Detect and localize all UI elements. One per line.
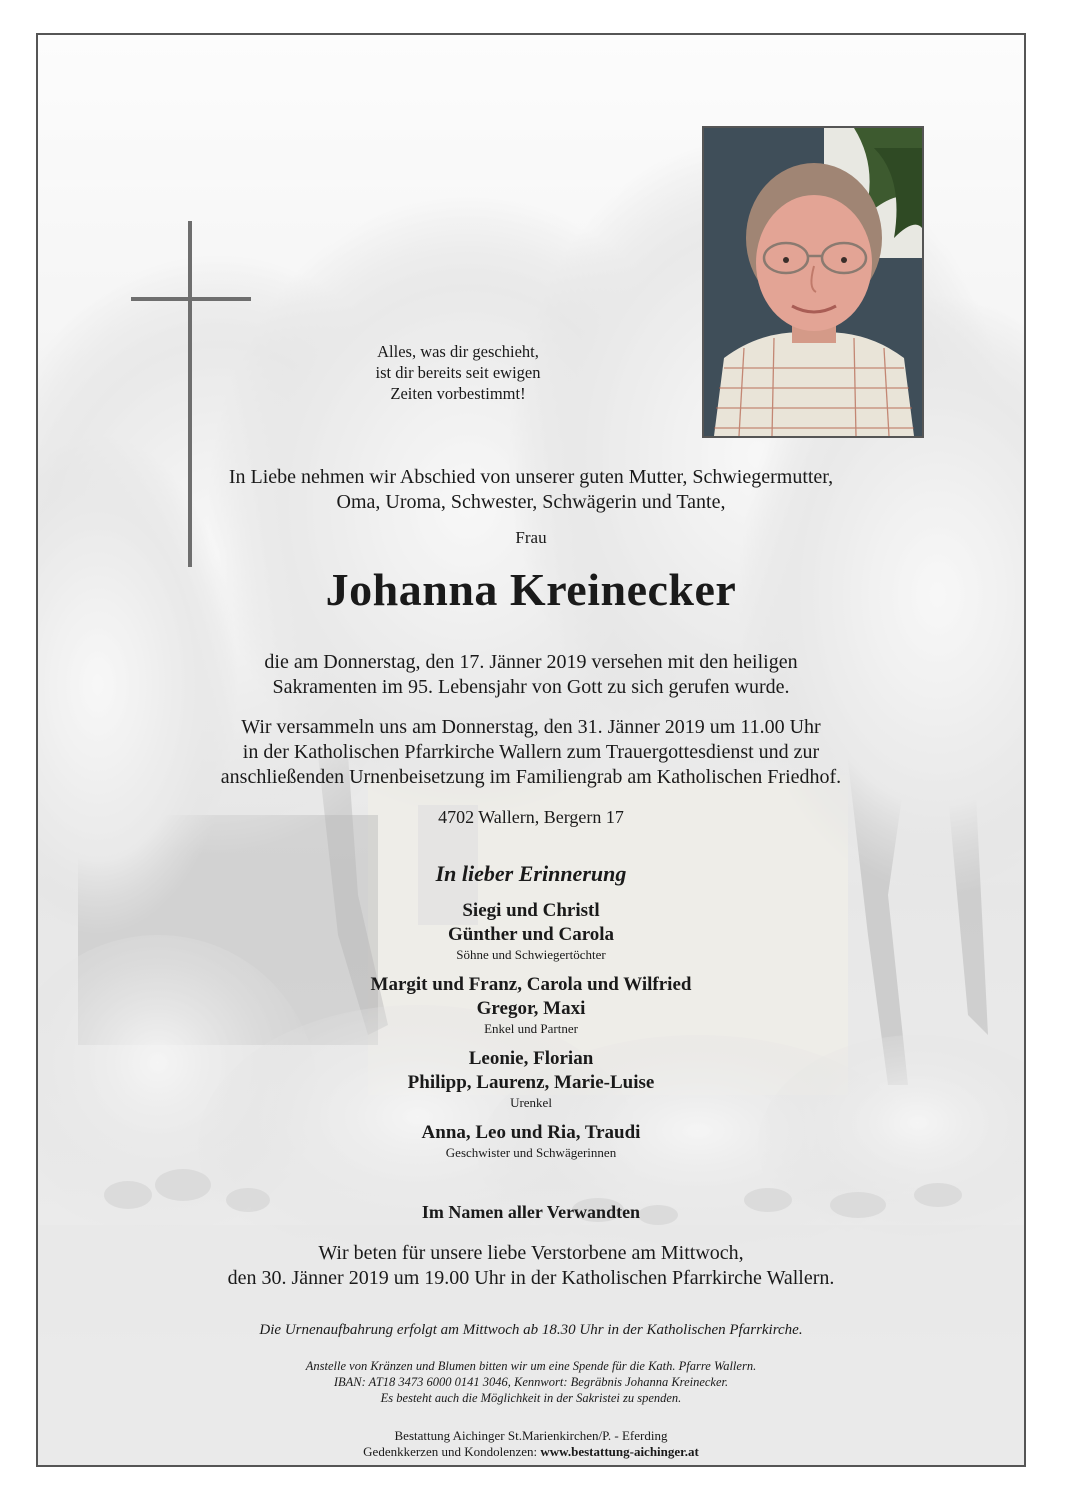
prayer-line: Wir beten für unsere liebe Verstorbene am Mittwoch, [318,1242,744,1264]
family-group [38,899,1024,963]
service-line: anschließenden Urnenbeisetzung im Familiengrab am Katholischen Friedhof. [220,766,842,788]
deceased-name: Johanna Kreinecker [325,564,737,615]
family-relation: Söhne und Schwiegertöchter [456,947,606,962]
condolence-label: Gedenkkerzen und Kondolenzen: [363,1444,538,1459]
intro-line: Oma, Uroma, Schwester, Schwägerin und Tante, [336,491,726,513]
death-line: die am Donnerstag, den 17. Jänner 2019 versehen mit den heiligen [264,651,798,673]
condolence-line [38,1444,1024,1460]
all-relatives-line: Im Namen aller Verwandten [421,1202,641,1222]
funeral-home-name: Bestattung Aichinger St.Marienkirchen/P. - Eferding [394,1428,668,1443]
portrait-illustration [704,128,922,436]
donation-notice [38,1358,1024,1406]
salutation: Frau [515,528,547,547]
family-group [38,1047,1024,1111]
quote-line: Zeiten vorbestimmt! [390,384,526,403]
portrait-photo [702,126,924,438]
service-line: in der Katholischen Pfarrkirche Wallern zum Trauergottesdienst und zur [242,741,820,763]
family-relation: Geschwister und Schwägerinnen [445,1145,617,1160]
cross-icon-beam [131,297,251,301]
cross-icon [188,221,192,567]
family-list [38,899,1024,1171]
prayer-notice [38,1241,1024,1291]
donation-line: Es besteht auch die Möglichkeit in der Sakristei zu spenden. [380,1391,682,1405]
family-group [38,1121,1024,1161]
quote-line: Alles, was dir geschieht, [377,342,539,361]
prayer-line: den 30. Jänner 2019 um 19.00 Uhr in der Katholischen Pfarrkirche Wallern. [227,1267,835,1289]
service-line: Wir versammeln uns am Donnerstag, den 31. Jänner 2019 um 11.00 Uhr [241,716,821,738]
farewell-intro [38,465,1024,515]
urn-notice: Die Urnenaufbahrung erfolgt am Mittwoch ab 18.30 Uhr in der Katholischen Pfarrkirche. [259,1322,803,1338]
funeral-home-info [38,1428,1024,1460]
donation-line: Anstelle von Kränzen und Blumen bitten wir um eine Spende für die Kath. Pfarre Wallern. [305,1359,757,1373]
family-names: Leonie, Florian [468,1048,594,1069]
family-relation: Urenkel [510,1095,552,1110]
funeral-home-website-link[interactable]: www.bestattung-aichinger.at [540,1444,699,1459]
memory-title: In lieber Erinnerung [435,861,627,886]
obituary-frame [36,33,1026,1467]
family-relation: Enkel und Partner [484,1021,578,1036]
address: 4702 Wallern, Bergern 17 [438,807,624,827]
quote-line: ist dir bereits seit ewigen [375,363,541,382]
death-line: Sakramenten im 95. Lebensjahr von Gott zu sich gerufen wurde. [272,676,790,698]
death-notice [38,650,1024,700]
family-names: Gregor, Maxi [476,998,586,1019]
funeral-service-notice [38,715,1024,790]
memorial-quote [338,341,578,404]
family-names: Margit und Franz, Carola und Wilfried [370,974,692,995]
family-names: Philipp, Laurenz, Marie-Luise [407,1072,655,1093]
family-names: Günther und Carola [447,924,615,945]
intro-line: In Liebe nehmen wir Abschied von unserer guten Mutter, Schwiegermutter, [228,466,834,488]
family-group [38,973,1024,1037]
donation-line: IBAN: AT18 3473 6000 0141 3046, Kennwort: Begräbnis Johanna Kreinecker. [333,1375,729,1389]
family-names: Anna, Leo und Ria, Traudi [421,1122,641,1143]
family-names: Siegi und Christl [462,900,600,921]
